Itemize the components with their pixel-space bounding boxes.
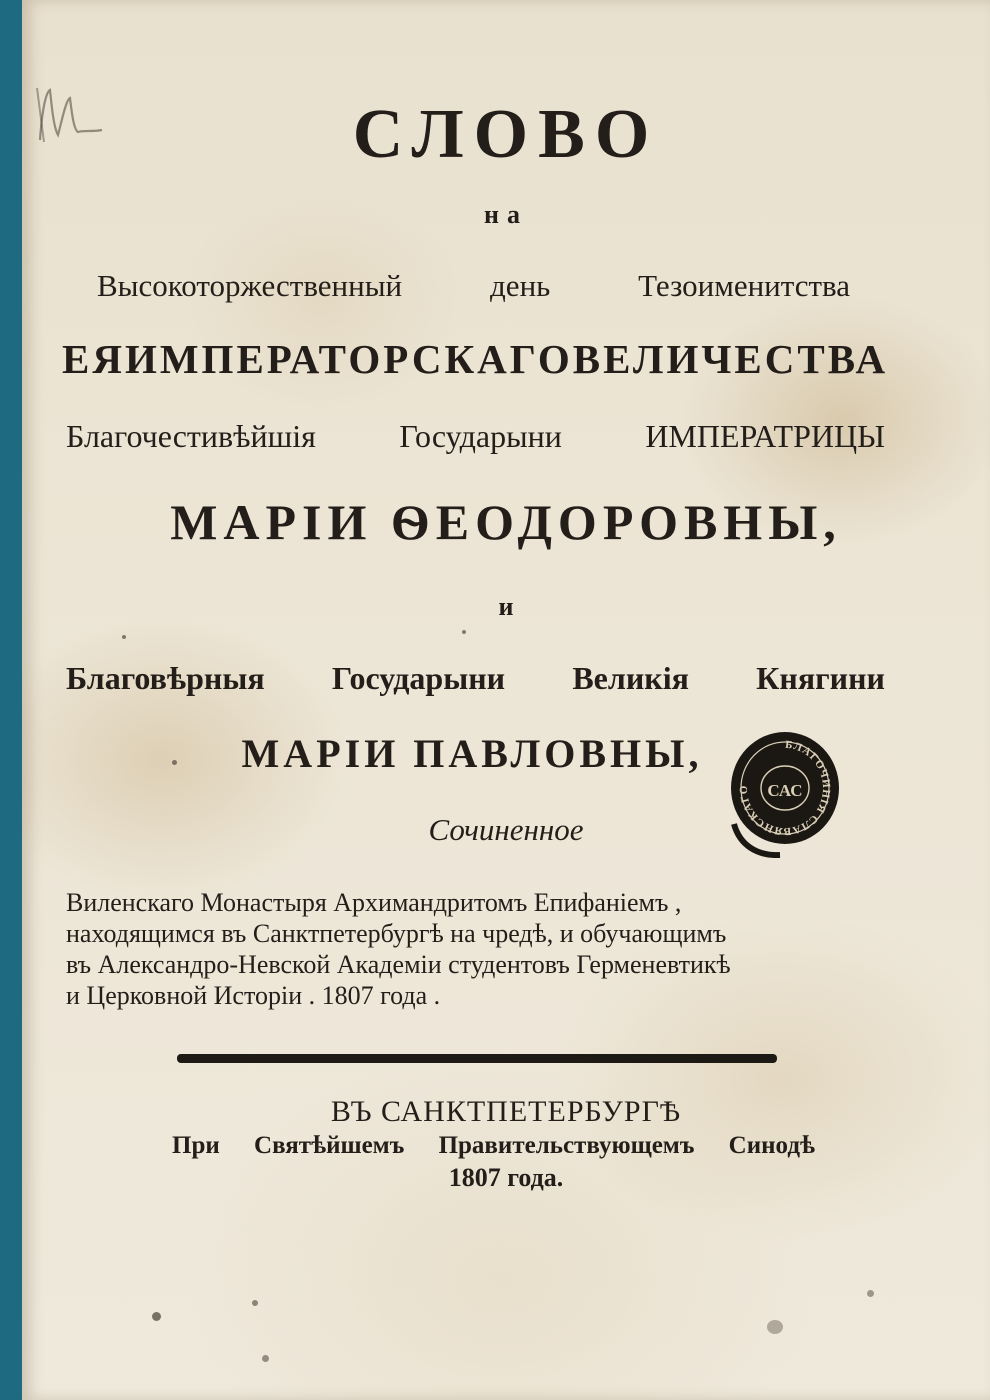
- imprint-city: ВЪ САНКТПЕТЕРБУРГѢ: [330, 1095, 682, 1128]
- word: ИМПЕРАТРИЦЫ: [645, 418, 885, 454]
- word: Благочестивѣйшія: [66, 418, 316, 454]
- author-statement: [66, 887, 946, 1011]
- stamp-center-text: САС: [767, 781, 803, 800]
- preposition: на: [484, 200, 528, 229]
- word: Государыни: [399, 418, 562, 454]
- word: Государыни: [331, 660, 506, 696]
- title-page-sheet: [22, 0, 990, 1400]
- divider-rule: [177, 1054, 777, 1063]
- imprint-publisher: [22, 1132, 990, 1160]
- word: день: [490, 268, 551, 303]
- ink-spot: [462, 630, 466, 634]
- word: ЕЯ: [62, 336, 125, 382]
- conjunction: и: [498, 592, 514, 621]
- ink-spot: [172, 760, 177, 765]
- word: Тезоименитства: [638, 268, 850, 303]
- dedication-line-1: [22, 268, 990, 304]
- word: Великія: [572, 660, 689, 696]
- ink-spot: [867, 1290, 874, 1297]
- ink-spot: [767, 1320, 783, 1334]
- dedication-line-3: [22, 418, 990, 455]
- ink-spot: [152, 1312, 161, 1321]
- word: Княгини: [756, 660, 885, 696]
- stamp-ring-text: БЛАГОЧИНІЯ СЛАВЯНСКАГО: [737, 738, 833, 838]
- library-stamp: [728, 726, 842, 858]
- author-line: Виленскаго Монастыря Архимандритомъ Епифаніемъ ,: [66, 888, 682, 917]
- author-line: и Церковной Исторіи . 1807 года .: [66, 981, 441, 1010]
- word: Высокоторжественный: [97, 268, 403, 303]
- ink-spot: [122, 635, 126, 639]
- grand-duchess-name: МАРІИ ПАВЛОВНЫ,: [241, 731, 703, 776]
- author-line: находящимся въ Санктпетербургѣ на чредѣ, и обучающимъ: [66, 919, 727, 948]
- word: Святѣйшемъ: [254, 1132, 405, 1159]
- word: При: [172, 1132, 220, 1159]
- composed-label: Сочиненное: [428, 812, 584, 847]
- empress-name: МАРІИ ѲЕОДОРОВНЫ,: [170, 494, 842, 550]
- ink-spot: [252, 1300, 258, 1306]
- author-line: въ Александро-Невской Академіи студентовъ Герменевтикѣ: [66, 950, 731, 979]
- imprint-year: 1807 года.: [448, 1163, 564, 1192]
- word: Синодѣ: [728, 1132, 815, 1159]
- ink-spot: [262, 1355, 269, 1362]
- word: Благовѣрныя: [66, 660, 265, 696]
- dedication-line-2: [22, 335, 990, 383]
- book-title: СЛОВО: [352, 96, 660, 173]
- word: ИМПЕРАТОРСКАГО: [124, 336, 573, 382]
- word: Правительствующемъ: [438, 1132, 695, 1159]
- dedication-line-4: [22, 660, 990, 697]
- word: ВЕЛИЧЕСТВА: [572, 336, 889, 382]
